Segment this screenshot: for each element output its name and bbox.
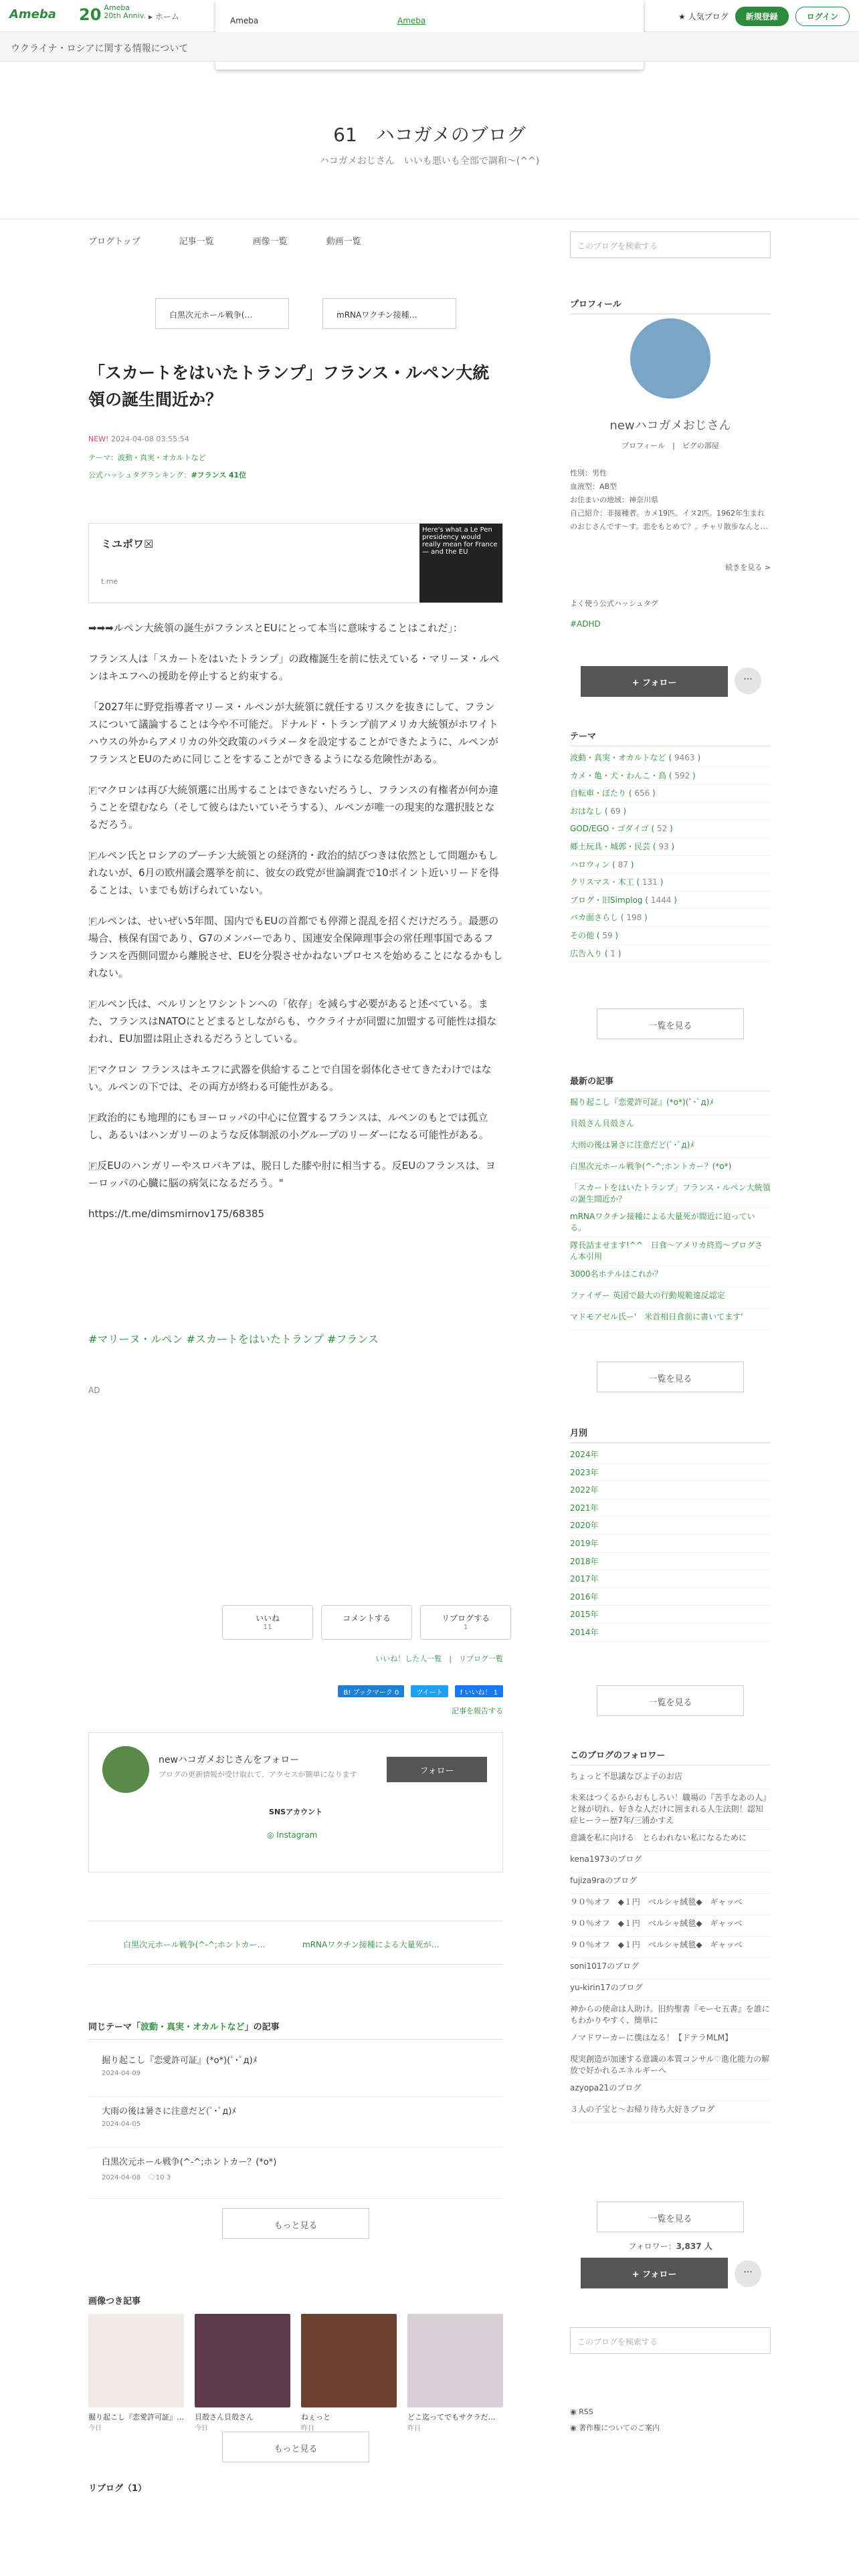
body-paragraph: 🇫政治的にも地理的にもヨーロッパの中心に位置するフランスは、ルペンのもとでは孤立し、あるいはハンガリーのような反体制派の小グループのリーダーになる可能性がある。 — [88, 1111, 489, 1141]
report-link[interactable]: 記事を報告する — [452, 1707, 503, 1715]
anniversary-text: Ameba 20th Anniv. — [104, 3, 146, 20]
sidebar-item-follower[interactable]: 現実創造が加速する意識の本質コンサル♡進化能力の解放で好かれるエネルギーへ — [570, 2051, 771, 2080]
thumbnail — [195, 2314, 290, 2407]
entry-body — [88, 619, 503, 1236]
theme-heading: テーマ — [570, 729, 771, 746]
follow-sub: ブログの更新情報が受け取れて、アクセスが簡単になります — [159, 1770, 357, 1779]
ad-label: AD — [88, 1386, 100, 1395]
sidebar-item-follower[interactable]: soni1017のブログ — [570, 1958, 771, 1979]
thumbnail — [301, 2314, 397, 2407]
sidebar-item-month[interactable]: 2023年 — [570, 1464, 771, 1482]
copyright-label: 著作権についてのご案内 — [579, 2424, 660, 2432]
list-item[interactable] — [88, 2148, 503, 2199]
sidebar-follow-button[interactable]: + フォロー — [581, 666, 728, 697]
bookmark-button[interactable]: B! ブックマーク 0 — [338, 1685, 404, 1697]
sidebar-item-month[interactable]: 2024年 — [570, 1446, 771, 1464]
image-entry-date: 昨日 — [301, 2425, 314, 2432]
card-title: ミユポワ☒ — [101, 538, 154, 550]
sidebar-item-theme[interactable]: 郷土玩具・城郭・民芸 ( 93 ) — [570, 838, 771, 856]
instagram-link[interactable]: ◎ Instagram — [267, 1830, 318, 1840]
sidebar-item-follower[interactable]: ちょっと不思議なびよ子のお店 — [570, 1768, 771, 1790]
same-pre: 同じテーマ「 — [88, 2022, 141, 2032]
sidebar-item-recent[interactable]: 掘り起こし『恋愛許可証』(*o*)(ﾟ･ﾟд)ﾒ — [570, 1094, 771, 1115]
sidebar-item-theme[interactable]: バカ面さらし ( 198 ) — [570, 909, 771, 927]
sidebar-item-theme[interactable]: ブログ・旧Simplog ( 1444 ) — [570, 891, 771, 909]
nav-blog-top[interactable]: ブログトップ — [88, 237, 140, 247]
follower-count — [570, 2240, 771, 2252]
month-heading: 月別 — [570, 1426, 771, 1443]
ameba-logo[interactable]: Ameba — [9, 7, 56, 21]
body-paragraph: ➡➡➡ルペン大統領の誕生がフランスとEUにとって本当に意味することはこれだ」： — [88, 622, 463, 634]
theme-name: 自転車・ぼたり — [570, 788, 627, 798]
home-link[interactable]: ▸ ホーム — [149, 12, 179, 21]
more-menu-icon[interactable]: ··· — [735, 2260, 761, 2287]
item-title: 大雨の後は暑さに注意だど(ﾟ･ﾟд)ﾒ — [102, 2107, 236, 2117]
image-entry-date: 昨日 — [407, 2425, 421, 2432]
follower-count-label: フォロワー： — [628, 2242, 676, 2251]
bottom-pager — [88, 1921, 503, 1965]
list-item[interactable] — [88, 2097, 503, 2148]
follow-box — [88, 1732, 503, 1872]
sidebar-item-month[interactable]: 2017年 — [570, 1570, 771, 1588]
rank-value: 41位 — [228, 471, 247, 479]
like-button[interactable] — [222, 1605, 313, 1640]
sidebar-item-theme[interactable]: 自転車・ぼたり ( 656 ) — [570, 784, 771, 802]
blog-title[interactable]: 61 ハコガメのブログ — [333, 124, 526, 146]
image-entries-heading: 画像つき記事 — [88, 2296, 141, 2306]
sidebar-item-theme[interactable]: 広告入り ( 1 ) — [570, 945, 771, 963]
sidebar-item-month[interactable]: 2021年 — [570, 1499, 771, 1517]
profile-intro: 自己紹介：非接種者。カメ19匹。イヌ2匹。1962年生まれのおじさんです〜す。恋をもとめて？。チャリ散步なんと… — [570, 509, 768, 531]
image-entry[interactable] — [88, 2314, 184, 2432]
sidebar-item-follower[interactable]: 未来はつくるからおもしろい！職場の『苦手なあの人』と縁が切れ、好きな人だけに囲まれる人生法則！認知症ヒーラー歴7年/三浦かすえ — [570, 1790, 771, 1830]
same-theme-list — [88, 2046, 503, 2199]
sidebar-item-theme[interactable]: クリスマス・木工 ( 131 ) — [570, 873, 771, 891]
theme-count: 198 — [626, 913, 642, 923]
theme-name: 広告入り — [570, 948, 603, 958]
sidebar-item-follower[interactable]: ノマドワーカーに僕はなる！【ドテラMLM】 — [570, 2030, 771, 2051]
blog-nav — [88, 234, 361, 247]
theme-count: 592 — [674, 770, 690, 780]
theme-name: ブログ・旧Simplog — [570, 895, 643, 905]
more-images-button[interactable]: もっと見る — [222, 2432, 369, 2462]
item-date: 2024-04-09 — [102, 2070, 141, 2077]
profile-links[interactable]: プロフィール | ピグの部屋 — [622, 441, 719, 450]
theme-count: 52 — [656, 824, 668, 834]
rank-tag[interactable]: #フランス — [191, 471, 227, 479]
body-paragraph: 🇫ルペンは、せいぜい5年間、国内でもEUの首都でも停滞と混乱を招くだけだろう。最悪の場合、核保有国であり、G7のメンバーであり、国連安全保障理事会の常任理事国であるフランスを西側同盟から離脱させ、EUを分裂させかねないプロセスを始めることになるかもしれない。 — [88, 915, 503, 979]
sidebar-item-recent[interactable]: 大雨の後は暑さに注意だど(ﾟ･ﾟд)ﾒ — [570, 1137, 771, 1158]
theme-count: 69 — [610, 806, 621, 816]
theme-count: 87 — [617, 859, 628, 869]
sidebar-item-recent[interactable]: mRNAワクチン接種による大量死が間近に迫っている。 — [570, 1208, 771, 1237]
comment-button[interactable] — [321, 1605, 412, 1640]
reblog-label: リブログする — [441, 1614, 490, 1623]
followers-more-button[interactable]: 一覧を見る — [597, 2202, 744, 2232]
month-list — [570, 1446, 771, 1642]
more-button[interactable]: もっと見る — [222, 2208, 369, 2239]
image-entry[interactable] — [195, 2314, 290, 2432]
prev-entry-link[interactable]: 白黒次元ホール戦争(… — [155, 298, 289, 329]
thumbnail — [88, 2314, 184, 2407]
recent-heading: 最新の記事 — [570, 1074, 771, 1091]
profile-heading: プロフィール — [570, 297, 771, 314]
sidebar-item-theme[interactable]: GOD/EGO・ゴダイゴ ( 52 ) — [570, 820, 771, 838]
month-list-more-button[interactable]: 一覧を見る — [597, 1685, 744, 1716]
blog-header — [0, 62, 859, 219]
anniversary-number: 20 — [79, 5, 102, 24]
sidebar-item-month[interactable]: 2016年 — [570, 1588, 771, 1606]
image-entries — [88, 2314, 503, 2432]
sidebar-follow-button-2[interactable]: + フォロー — [581, 2258, 728, 2288]
sidebar-item-theme[interactable]: おはなし ( 69 ) — [570, 802, 771, 821]
like-label: いいね — [255, 1614, 280, 1623]
sidebar-item-month[interactable]: 2019年 — [570, 1535, 771, 1553]
tweet-button[interactable]: ツイート — [411, 1685, 448, 1697]
rss-link[interactable]: ◉ RSS — [570, 2407, 593, 2416]
theme-count: 1444 — [650, 895, 672, 905]
hashtag-link[interactable]: #ADHD — [570, 619, 601, 629]
body-paragraph: 🇫反EUのハンガリーやスロバキアは、脱日した膝や肘に相当する。反EUのフランスは、ヨーロッパの心臓に脳の病気になるだろう。" — [88, 1160, 496, 1189]
sidebar-item-theme[interactable]: 波動・真実・オカルトなど ( 9463 ) — [570, 749, 771, 767]
theme-count: 1 — [610, 948, 615, 958]
theme-name: 波動・真実・オカルトなど — [570, 753, 666, 762]
entry-hashtags[interactable]: #マリーヌ・ルペン #スカートをはいたトランプ #フランス — [88, 1333, 379, 1346]
same-theme-heading — [88, 2020, 503, 2040]
blog-search-input[interactable]: このブログを検索する — [570, 231, 771, 258]
sidebar-item-month[interactable]: 2020年 — [570, 1517, 771, 1535]
theme-name: カメ・亀・犬・わんこ・鳥 — [570, 770, 667, 780]
theme-name: ハロウィン — [570, 859, 610, 869]
action-buttons — [222, 1605, 511, 1640]
sidebar-item-follower[interactable]: azyopa21のブログ — [570, 2080, 771, 2101]
like-count: 11 — [263, 1624, 272, 1631]
link-card[interactable] — [88, 523, 503, 603]
theme-name: その他 — [570, 930, 595, 940]
theme-name: 郷土玩具・城郭・民芸 — [570, 841, 651, 851]
entry-theme — [88, 452, 206, 463]
next-entry-link[interactable]: mRNAワクチン接種による大量死が… — [302, 1940, 440, 1949]
body-paragraph: 🇫マクロン フランスはキエフに武器を供給することで自国を弱体化させてきたわけではない。ルペンの下では、その両方が終わる可能性がある。 — [88, 1063, 492, 1093]
entry-date — [88, 435, 189, 443]
profile-area: お住まいの地域：神奈川県 — [570, 496, 658, 504]
info-bar — [0, 32, 859, 62]
theme-name: バカ面さらし — [570, 913, 619, 923]
profile-info — [570, 467, 771, 534]
sidebar-item-month[interactable]: 2014年 — [570, 1624, 771, 1642]
sidebar-item-recent[interactable]: 貝殻さん貝殻さん — [570, 1115, 771, 1137]
reblog-heading: リブログ（1） — [88, 2484, 147, 2494]
sidebar-item-recent[interactable]: マドモアゼル氏ー' 米首相日食前に書いてます' — [570, 1309, 771, 1330]
source-link[interactable]: https://t.me/dimsmirnov175/68385 — [88, 1208, 265, 1220]
profile-avatar[interactable] — [630, 318, 710, 399]
same-theme-link[interactable]: 波動・真実・オカルトなど — [140, 2022, 245, 2032]
anniversary-logo — [79, 4, 146, 28]
profile-name[interactable]: newハコガメおじさん — [609, 419, 731, 433]
item-title: 白黒次元ホール戦争(^-^;ホントカー？(*o*) — [102, 2157, 277, 2167]
next-entry-link[interactable]: mRNAワクチン接種… — [322, 298, 456, 329]
blog-description: ハコガメおじさん いいも悪いも全部で調和〜(^^) — [319, 156, 540, 167]
item-date: 2024-04-08 🗨10 3 — [102, 2174, 171, 2181]
date-text: 2024-04-08 03:55:54 — [110, 435, 189, 443]
instagram-label: Instagram — [276, 1830, 318, 1840]
copyright-link[interactable]: ◉ 著作権についてのご案内 — [570, 2424, 660, 2432]
nav-image-list[interactable]: 画像一覧 — [252, 237, 288, 247]
body-paragraph: 🇫ルペン氏は、ベルリンとワシントンへの「依存」を減らす必要があると述べている。また、フランスはNATOにとどまるとしながらも、ウクライナが同盟に加盟する可能性は損なわれ、EU加盟は阻止されるだろうとしている。 — [88, 998, 497, 1045]
thumbnail — [407, 2314, 503, 2407]
sidebar-item-recent[interactable]: 3000名ホテルはこれか？ — [570, 1266, 771, 1287]
sidebar-search-input[interactable]: このブログを検索する — [570, 2327, 771, 2354]
header-actions — [678, 7, 850, 26]
popup-link[interactable]: Ameba — [397, 16, 426, 25]
rss-label: RSS — [579, 2407, 593, 2416]
theme-list — [570, 749, 771, 962]
login-button[interactable]: ログイン — [795, 7, 850, 26]
sidebar-item-follower[interactable]: fujiza9raのブログ — [570, 1872, 771, 1894]
image-entry-title: ねぇっと — [301, 2413, 330, 2422]
profile-more-link[interactable]: 続きを見る > — [725, 563, 771, 572]
info-bar-link[interactable]: ウクライナ・ロシアに関する情報について — [11, 43, 189, 54]
theme-list-more-button[interactable]: 一覧を見る — [597, 1008, 744, 1039]
follow-button[interactable]: フォロー — [387, 1757, 487, 1782]
reblog-button[interactable] — [420, 1605, 511, 1640]
theme-link[interactable]: 波動・真実・オカルトなど — [118, 453, 206, 462]
sidebar-item-follower[interactable]: ９０％オフ ◆１円 ベルシャ絨毯◆ ギャッベ — [570, 1915, 771, 1937]
theme-count: 656 — [634, 788, 650, 798]
image-entry-title: 貝殻さん貝殻さん — [195, 2413, 254, 2422]
reblog-count: 1 — [463, 1624, 468, 1631]
sidebar-item-follower[interactable]: ３人の子宝と〜お帰り待ち大好きブログ — [570, 2101, 771, 2123]
prev-entry-link[interactable]: 白黒次元ホール戦争(^-^;ホントカー… — [123, 1940, 266, 1949]
theme-count: 93 — [658, 841, 669, 851]
popular-label: 人気ブログ — [688, 12, 729, 21]
followers-list — [570, 1768, 771, 2123]
same-post: 」の記事 — [244, 2022, 280, 2032]
sidebar-item-follower[interactable]: 意識を私に向ける とらわれない私になるために — [570, 1830, 771, 1851]
follow-title: newハコガメおじさんをフォロー — [159, 1755, 300, 1765]
top-pager — [155, 298, 456, 329]
sidebar-item-recent[interactable]: 白黒次元ホール戦争(^-^;ホントカー？(*o*) — [570, 1158, 771, 1180]
recent-list-more-button[interactable]: 一覧を見る — [597, 1362, 744, 1392]
image-entry-date: 今日 — [88, 2425, 102, 2432]
home-label: ホーム — [155, 12, 179, 21]
profile-blood: 血液型：AB型 — [570, 482, 617, 491]
body-paragraph: フランス人は「スカートをはいたトランプ」の政権誕生を前に怯えている・マリーヌ・ルペンはキエフへの援助を停止すると約束する。 — [88, 653, 500, 682]
hashtag-label: よく使う公式ハッシュタグ — [570, 599, 658, 608]
register-button[interactable]: 新規登録 — [735, 7, 789, 26]
popup-label: Ameba — [230, 16, 259, 25]
sidebar-item-recent[interactable]: ファイザー 英国で最大の行動規範違反認定 — [570, 1287, 771, 1309]
theme-name: GOD/EGO・ゴダイゴ — [570, 824, 649, 834]
sidebar-item-theme[interactable]: カメ・亀・犬・わんこ・鳥 ( 592 ) — [570, 767, 771, 785]
comment-label: コメントする — [343, 1614, 391, 1623]
sns-heading: SNSアカウント — [269, 1808, 322, 1816]
body-paragraph: 🇫マクロンは再び大統領選に出馬することはできないだろうし、フランスの有権者が何か違うことを望むなら（そして彼らはたいていそうする）、ルペンが唯一の現実的な選択肢となるだろう。 — [88, 784, 498, 831]
image-entry-date: 今日 — [195, 2425, 208, 2432]
follower-count-value: 3,837 人 — [676, 2242, 712, 2251]
theme-count: 131 — [642, 877, 658, 887]
more-menu-icon[interactable]: ··· — [735, 667, 761, 694]
card-site: t.me — [101, 577, 118, 586]
facebook-like-button[interactable]: f いいね！ 1 — [455, 1685, 503, 1697]
hashtag-ranking — [88, 469, 246, 480]
sidebar-item-month[interactable]: 2018年 — [570, 1553, 771, 1571]
sidebar-item-recent[interactable]: 隊長詰ませます!^^ 日食〜アメリカ終焉〜ブログさん本引用 — [570, 1237, 771, 1266]
image-entry[interactable] — [407, 2314, 503, 2432]
item-date: 2024-04-05 — [102, 2121, 141, 2128]
card-thumbnail: Here's what a Le Pen presidency would really mean for France — and the EU — [419, 524, 502, 603]
theme-name: おはなし — [570, 806, 603, 816]
entry-title[interactable]: 「スカートをはいたトランプ」フランス・ルペン大統領の誕生間近か？ — [88, 363, 490, 409]
theme-name: クリスマス・木工 — [570, 877, 634, 887]
sidebar-item-follower[interactable]: yu-kirin17のブログ — [570, 1979, 771, 2001]
image-entry-title: 掘り起こし『恋愛許可証』… — [88, 2413, 184, 2422]
sidebar-item-follower[interactable]: 神からの使命は人助け。旧約聖書『モーセ五書』を誰にもわかりやすく、簡単に — [570, 2001, 771, 2030]
sidebar-item-month[interactable]: 2015年 — [570, 1606, 771, 1624]
avatar[interactable] — [102, 1746, 149, 1793]
new-badge: NEW! — [88, 435, 109, 443]
share-buttons — [338, 1685, 503, 1697]
rank-label: 公式ハッシュタグランキング： — [88, 471, 191, 479]
item-title: 掘り起こし『恋愛許可証』(*o*)(ﾟ･ﾟд)ﾒ — [102, 2056, 258, 2066]
body-paragraph: 🇫ルペン氏とロシアのプーチン大統領との経済的・政治的結びつきは依然として問題かもしれないが、6月の欧州議会選挙を前に、彼女の政党が世論調査で10ポイント近いリードを得ることは、いまでも妨げられていない。 — [88, 849, 499, 896]
popular-blogs-link[interactable]: ★ 人気ブログ — [678, 12, 729, 21]
sidebar-item-theme[interactable]: ハロウィン ( 87 ) — [570, 856, 771, 874]
likes-links[interactable]: いいね！した人一覧 | リブログ一覧 — [375, 1654, 503, 1663]
theme-count: 9463 — [674, 753, 695, 762]
recent-list — [570, 1094, 771, 1330]
theme-label: テーマ： — [88, 453, 118, 462]
sidebar-item-theme[interactable]: その他 ( 59 ) — [570, 927, 771, 945]
followers-heading: このブログのフォロワー — [570, 1748, 771, 1765]
image-entry-title: どこ迄ってでもサクラだ… — [407, 2413, 496, 2422]
sidebar-item-follower[interactable]: kena1973のブログ — [570, 1851, 771, 1872]
list-item[interactable] — [88, 2046, 503, 2097]
sidebar-item-month[interactable]: 2022年 — [570, 1481, 771, 1499]
sidebar-item-recent[interactable]: 「スカートをはいたトランプ」フランス・ルペン大統領の誕生間近か？ — [570, 1180, 771, 1208]
body-paragraph: 「2027年に野党指導者マリーヌ・ルペンが大統領に就任するリスクを抜きにして、フランスについて議論することは今や不可能だ。ドナルド・トランプ前アメリカ大統領がホワイトハウスの外からアメリカの外交政策のパラメータを設定することができたように、ルペンがフランスとEUのために同じことをすることができるようになる危険性がある。 — [88, 701, 499, 765]
sidebar-item-follower[interactable]: ９０％オフ ◆１円 ベルシャ絨毯◆ ギャッベ — [570, 1937, 771, 1958]
nav-entry-list[interactable]: 記事一覧 — [179, 237, 214, 247]
image-entry[interactable] — [301, 2314, 397, 2432]
sidebar-item-follower[interactable]: ９０％オフ ◆１円 ベルシャ絨毯◆ ギャッベ — [570, 1894, 771, 1915]
nav-video-list[interactable]: 動画一覧 — [326, 237, 361, 247]
theme-count: 59 — [602, 930, 613, 940]
profile-gender: 性別：男性 — [570, 469, 607, 477]
